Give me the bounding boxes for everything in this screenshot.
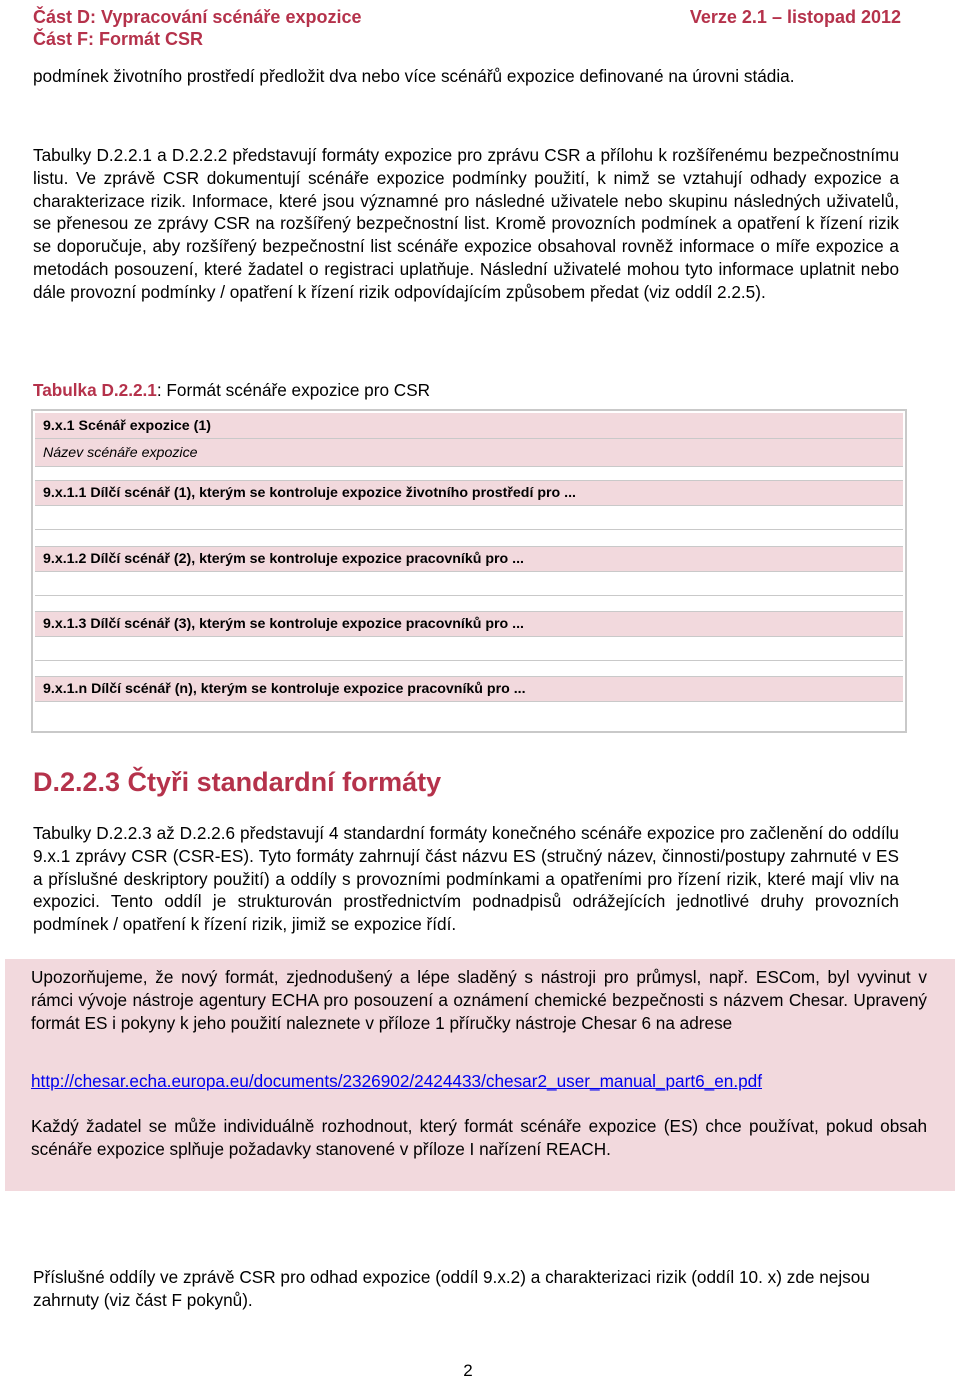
table-row — [35, 596, 903, 612]
table-row — [35, 467, 903, 481]
page-number: 2 — [463, 1361, 473, 1380]
header-part-f: Část F: Formát CSR — [33, 29, 204, 49]
table-row: 9.x.1.2 Dílčí scénář (2), kterým se kontroluje expozice pracovníků pro ... — [35, 547, 903, 572]
table-row — [35, 506, 903, 530]
paragraph-standard-formats: Tabulky D.2.2.3 až D.2.2.6 představují 4 standardní formáty konečného scénáře expozice pro začlenění do oddílu 9.x.1 zprávy CSR (CSR-ES). Tyto formáty zahrnují část názvu ES (stručný název, činnosti/postupy zahrnuté v ES a příslušné deskriptory použití) a oddíly s provozními podmínkami a opatřeními pro řízení rizik, které mají vliv na expozici. Tento oddíl je strukturován prostřednictvím podnadpisů odrážejících jednotlivé druhy provozních podmínek / opatření k řízení rizik, jimiž se expozice řídí. — [33, 823, 899, 935]
table-caption — [33, 379, 430, 402]
table-caption-text: : Formát scénáře expozice pro CSR — [156, 380, 431, 400]
page-header — [33, 6, 901, 50]
table-row — [35, 637, 903, 661]
paragraph-related-sections: Příslušné oddíly ve zprávě CSR pro odhad expozice (oddíl 9.x.2) a charakterizaci rizik (oddíl 10. x) zde nejsou zahrnuty (viz část F pokynů). — [33, 1267, 870, 1310]
table-row: 9.x.1 Scénář expozice (1) — [35, 413, 903, 439]
note-paragraph-2: Každý žadatel se může individuálně rozhodnout, který formát scénáře expozice (ES) chce používat, pokud obsah scénáře expozice splňuje požadavky stanovené v příloze I nařízení REACH. — [31, 1116, 927, 1159]
note-paragraph-1: Upozorňujeme, že nový formát, zjednodušený a lépe sladěný s nástroji pro průmysl, např. ESCom, byl vyvinut v rámci vývoje nástroje agentury ECHA pro posouzení a oznámení chemické bezpečnosti s názvem Chesar. Upravený formát ES i pokyny k jeho použití naleznete v příloze 1 příručky nástroje Chesar 6 na adrese — [31, 967, 927, 1033]
paragraph-intro: podmínek životního prostředí předložit dva nebo více scénářů expozice definované na úrovni stádia. — [33, 66, 795, 86]
table-row — [35, 530, 903, 547]
table-caption-label: Tabulka D.2.2.1 — [33, 380, 157, 400]
table-row — [35, 661, 903, 677]
table-row — [35, 572, 903, 596]
section-heading: D.2.2.3 Čtyři standardní formáty — [33, 767, 442, 797]
table-row — [35, 702, 903, 731]
table-row: 9.x.1.3 Dílčí scénář (3), kterým se kontroluje expozice pracovníků pro ... — [35, 612, 903, 637]
table-row: 9.x.1.n Dílčí scénář (n), kterým se kontroluje expozice pracovníků pro ... — [35, 677, 903, 702]
note-link-line — [31, 1070, 927, 1093]
table-row: 9.x.1.1 Dílčí scénář (1), kterým se kontroluje expozice životního prostředí pro ... — [35, 481, 903, 506]
chesar-manual-link[interactable]: http://chesar.echa.europa.eu/documents/2326902/2424433/chesar2_user_manual_part6_en.pdf — [31, 1071, 763, 1091]
header-version: Verze 2.1 – listopad 2012 — [689, 7, 901, 27]
scenario-format-table — [31, 409, 907, 733]
table-row: Název scénáře expozice — [35, 439, 903, 467]
header-part-d: Část D: Vypracování scénáře expozice — [33, 7, 362, 27]
paragraph-tables-description: Tabulky D.2.2.1 a D.2.2.2 představují formáty expozice pro zprávu CSR a přílohu k rozšířenému bezpečnostnímu listu. Ve zprávě CSR dokumentují scénáře expozice podmínky použití, k nimž se vztahují odhady expozice a charakterizace rizik. Informace, které jsou významné pro následné uživatele nebo skupinu následných uživatelů, se přenesou ze zprávy CSR na rozšířený bezpečnostní list. Kromě provozních podmínek a opatření k řízení rizik se doporučuje, aby rozšířený bezpečnostní list scénáře expozice obsahoval rovněž informace o míře expozice a metodách posouzení, které žadatel o registraci uplatňuje. Následní uživatelé mohou tyto informace uplatnit nebo dále provozní podmínky / opatření k řízení rizik odpovídajícím způsobem předat (viz oddíl 2.2.5). — [33, 145, 899, 302]
